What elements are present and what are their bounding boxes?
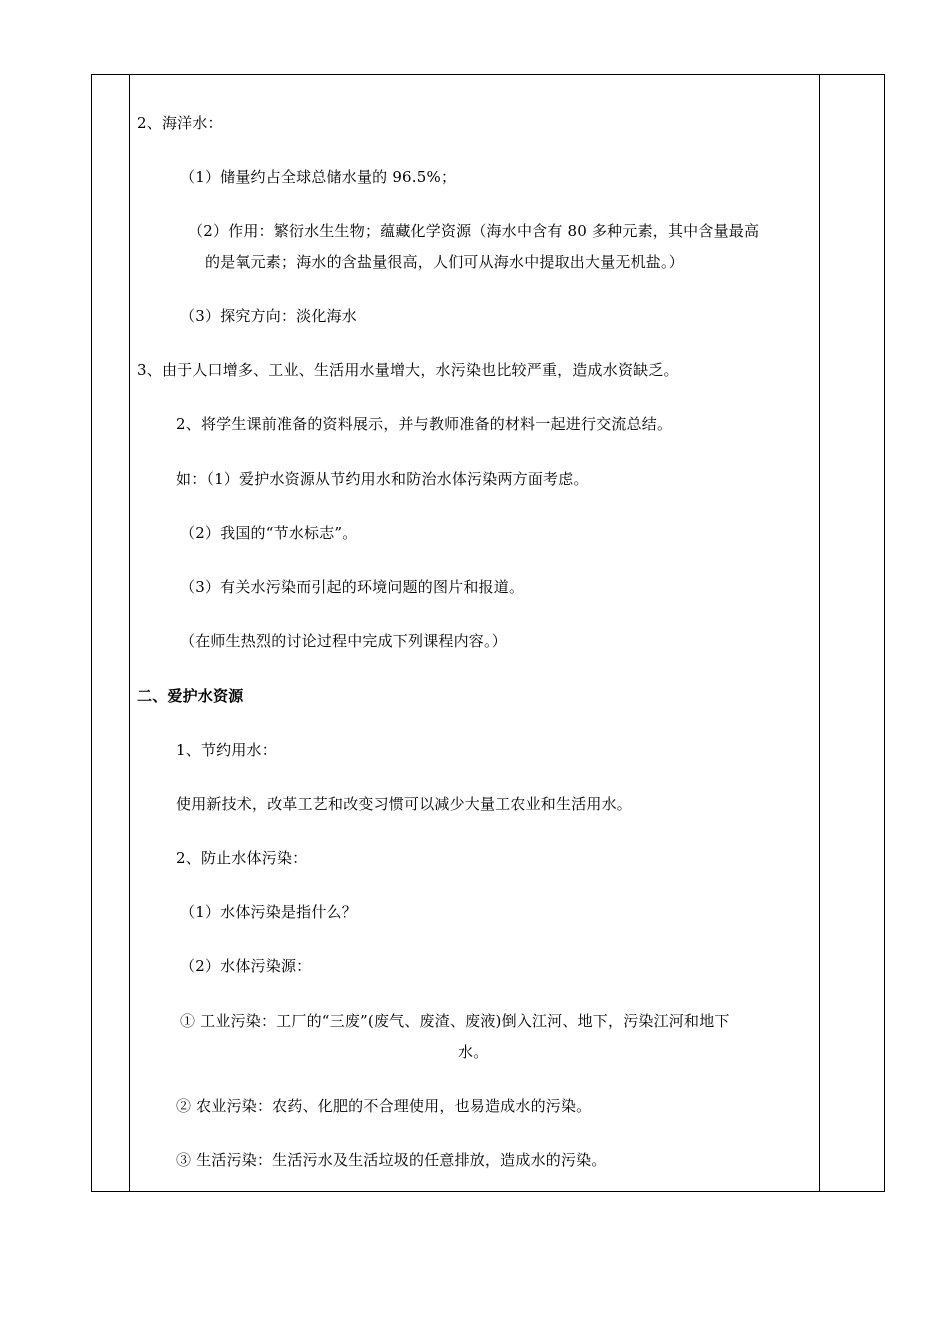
industrial-pollution-text-cont: 水。 [458,1043,489,1061]
heading-save-water: 1、节约用水： [176,741,277,759]
domestic-pollution-text: ③ 生活污染：生活污水及生活垃圾的任意排放，造成水的污染。 [176,1151,607,1169]
pollution-reports-text: （3）有关水污染而引起的环境问题的图片和报道。 [180,578,525,596]
pollution-question: （1）水体污染是指什么？ [180,903,357,921]
save-water-method: 使用新技术，改革工艺和改变习惯可以减少大量工农业和生活用水。 [176,795,633,813]
pollution-sources-heading: （2）水体污染源： [180,957,312,975]
ocean-function-text-cont: 的是氧元素；海水的含盐量很高，人们可从海水中提取出大量无机盐。） [205,253,684,271]
example-protect-water: 如：（1）爱护水资源从节约用水和防治水体污染两方面考虑。 [176,470,589,488]
ocean-research-direction: （3）探究方向：淡化海水 [180,307,357,325]
student-material-exchange: 2、将学生课前准备的资料展示，并与教师准备的材料一起进行交流总结。 [176,415,673,433]
heading-prevent-pollution: 2、防止水体污染： [176,849,308,867]
water-shortage-reason: 3、由于人口增多、工业、生活用水量增大，水污染也比较严重，造成水资缺乏。 [137,361,679,379]
water-saving-logo-text: （2）我国的“节水标志”。 [180,524,358,542]
industrial-pollution-text: ① 工业污染：工厂的“三废”(废气、废渣、废液)倒入江河、地下，污染江河和地下 [180,1012,730,1030]
ocean-function-text: （2）作用：繁衍水生生物；蕴藏化学资源（海水中含有 80 多种元素，其中含量最高 [188,222,760,240]
agricultural-pollution-text: ② 农业污染：农药、化肥的不合理使用，也易造成水的污染。 [176,1097,592,1115]
discussion-note: （在师生热烈的讨论过程中完成下列课程内容。） [180,632,507,650]
heading-ocean-water: 2、海洋水： [137,114,223,132]
section-heading-protect-water: 二、爱护水资源 [137,687,244,705]
ocean-storage-text: （1）储量约占全球总储水量的 96.5%； [180,168,457,186]
